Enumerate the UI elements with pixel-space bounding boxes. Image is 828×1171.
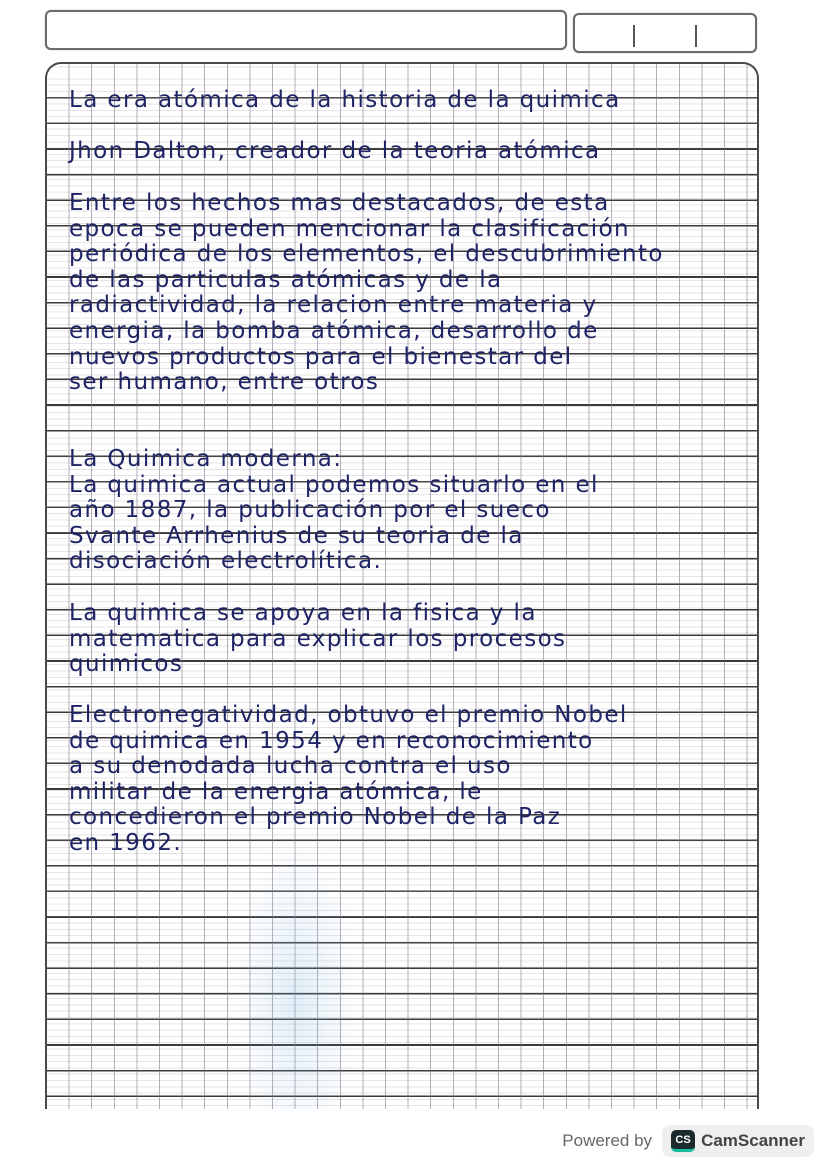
title-text: La era atómica de la historia de la quimica [69, 87, 621, 113]
text-line: nuevos productos para el bienestar del [69, 343, 573, 370]
camscanner-watermark [562, 1123, 814, 1159]
camscanner-logo-icon: CS [671, 1130, 695, 1152]
ink-smudge [237, 834, 357, 1109]
text-line: Entre los hechos mas destacados, de esta [69, 190, 610, 216]
paragraph-physics-math [69, 601, 737, 678]
text-line: año 1887, la publicación por el sueco [69, 497, 551, 524]
notebook-title-box [45, 10, 567, 50]
notebook-date-box [573, 13, 757, 53]
text-line: La quimica actual podemos situarlo en el [69, 471, 599, 498]
text-line: a su denodada lucha contra el uso [69, 753, 512, 780]
page-subtitle [69, 139, 737, 165]
text-line: quimicos [69, 651, 184, 678]
paragraph-modern-chemistry [69, 447, 737, 575]
text-line: militar de la energia atómica, le [69, 778, 483, 805]
subtitle-text: Jhon Dalton, creador de la teoria atómica [69, 138, 601, 164]
powered-by-label: Powered by [562, 1131, 653, 1150]
text-line: radiactividad, la relacion entre materia y [69, 292, 598, 319]
text-line: ser humano, entre otros [69, 369, 380, 396]
text-line: concedieron el premio Nobel de la Paz [69, 804, 562, 831]
text-line: energia, la bomba atómica, desarrollo de [69, 317, 599, 344]
text-line: matematica para explicar los procesos [69, 625, 567, 652]
notebook-page [45, 62, 759, 1109]
text-line: de las particulas atómicas y de la [69, 266, 503, 293]
camscanner-brand: CamScanner [701, 1131, 805, 1150]
text-line: La quimica se apoya en la fisica y la [69, 600, 537, 626]
section-heading: La Quimica moderna: [69, 446, 343, 472]
text-line: epoca se pueden mencionar la clasificación [69, 215, 630, 242]
text-line: de quimica en 1954 y en reconocimiento [69, 727, 594, 754]
text-line: periódica de los elementos, el descubrimiento [69, 241, 664, 268]
camscanner-badge [662, 1125, 814, 1157]
text-line: Electronegatividad, obtuvo el premio Nobel [69, 702, 628, 728]
date-separator [695, 25, 697, 47]
text-line: disociación electrolítica. [69, 548, 383, 575]
text-line: en 1962. [69, 829, 183, 856]
page-title [69, 88, 737, 114]
paragraph-atomic-era-facts [69, 191, 737, 396]
date-separator [633, 25, 635, 47]
text-line: Svante Arrhenius de su teoria de la [69, 522, 524, 549]
paragraph-electronegativity-nobel [69, 703, 737, 857]
